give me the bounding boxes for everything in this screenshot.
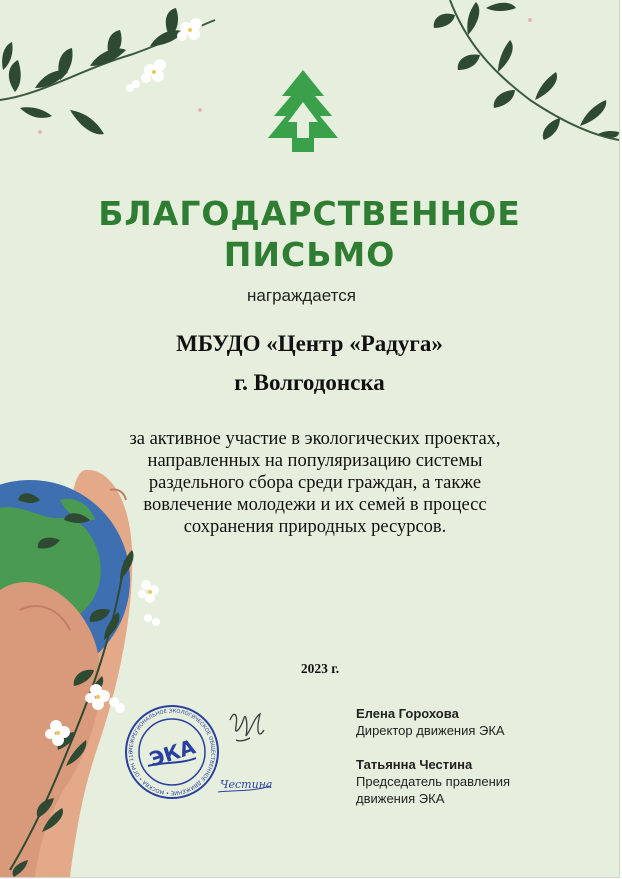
signature-2: Честина [220, 778, 273, 791]
tree-arrow-icon [266, 68, 340, 154]
stamp-seal [122, 700, 282, 810]
reason-line: направленных на популяризацию системы [147, 451, 483, 471]
stamp-ring-text: МЕЖРЕГИОНАЛЬНОЕ ЭКОЛОГИЧЕСКОЕ ОБЩЕСТВЕННОЕ ДВИЖЕНИЕ • МОСКВА • ОГРН 116 [128, 708, 216, 796]
recipient-name: МБУДО «Центр «Радуга» [176, 331, 443, 356]
year-label: 2023 г. [300, 661, 340, 676]
reason-line: сохранения природных ресурсов. [183, 517, 447, 537]
title-line1: БЛАГОДАРСТВЕННОЕ [98, 194, 521, 233]
signatory-position: движения ЭКА [356, 791, 445, 806]
stamp-center-text: ЭКА [146, 734, 199, 772]
recipient-city: г. Волгодонска [234, 370, 385, 395]
awarded-label: награждается [247, 286, 356, 305]
branch-top-right-icon [420, 0, 619, 150]
signatory-1 [356, 705, 505, 739]
reason-text [80, 428, 550, 538]
branch-top-left-icon [0, 0, 230, 140]
signatory-position: Директор движения ЭКА [356, 723, 505, 738]
reason-line: раздельного сбора среди граждан, а также [148, 473, 482, 493]
title-line2: ПИСЬМО [223, 235, 396, 274]
signatory-name: Татьянна Честина [356, 757, 473, 772]
reason-line: вовлечение молодежи и их семей в процесс [143, 495, 487, 515]
signatory-2 [356, 756, 510, 807]
signatory-position: Председатель правления [356, 774, 511, 789]
signature-1 [230, 714, 264, 741]
signatory-name: Елена Горохова [356, 706, 459, 721]
reason-line: за активное участие в экологических проектах, [129, 429, 501, 449]
